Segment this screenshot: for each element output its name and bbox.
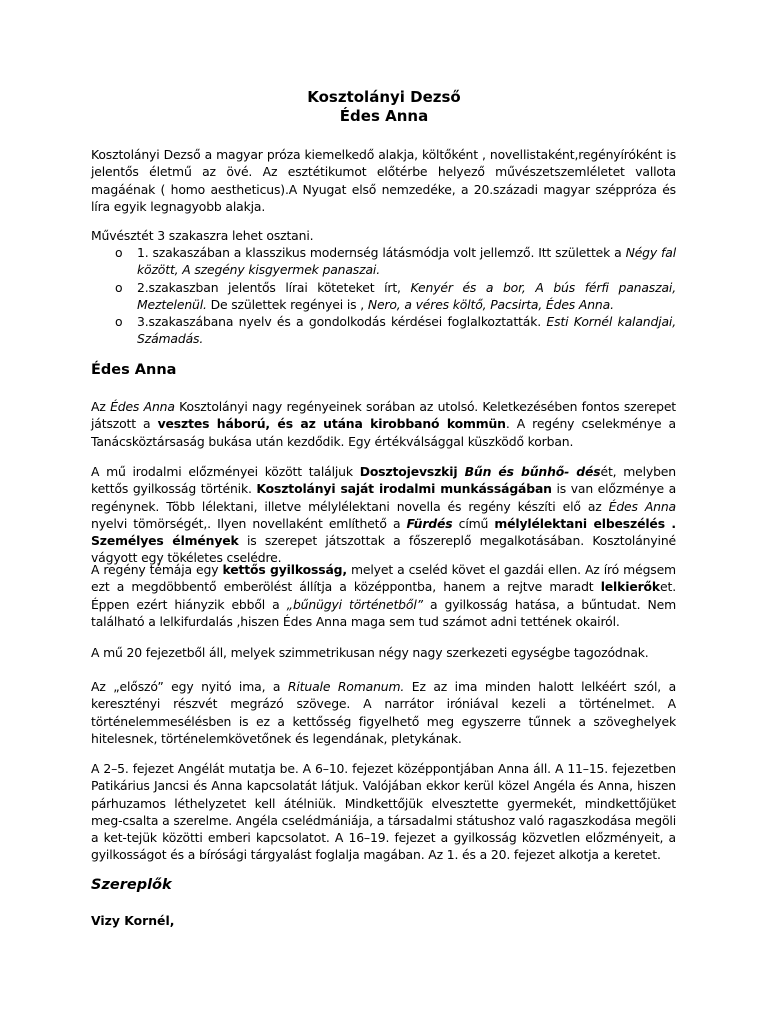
bullet-marker: o — [115, 245, 123, 260]
paragraph-antecedents: A mű irodalmi előzményei között találjuk Dosztojevszkij Bűn és bűnhő- dését, melyben kettős gyilkosság történik. Kosztolányi saját irodalmi munkásságában is van előzménye a regénynek. Több lélektani, illetve mélylélektani novella és regény készíti elő az Édes Anna nyelvi tömörségét,. Ilyen novellaként említhető a Fürdés című mélylélektani elbeszélés . Személyes élmények is szerepet játszottak a főszereplő megalkotásában. Kosztolányiné vágyott egy tökéletes cselédre. — [91, 464, 677, 566]
paragraph-structure: A mű 20 fejezetből áll, melyek szimmetrikusan négy nagy szerkezeti egységbe tagozódnak. — [91, 645, 649, 660]
list-item: o 1. szakaszában a klasszikus modernség látásmódja volt jellemző. Itt születtek a Négy fal között, A szegény kisgyermek panaszai. — [115, 245, 676, 278]
section-heading-characters: Szereplők — [91, 877, 172, 893]
list-item: o 3.szakaszábana nyelv és a gondolkodás kérdései foglalkoztatták. Esti Kornél kalandjai, Számadás. — [115, 314, 676, 347]
paragraph-theme: A regény témája egy kettős gyilkosság, melyet a cseléd követ el gazdái ellen. Az író mégsem ezt a megdöbbentő emberölést állítja a középpontba, hanem a rejtve maradt lelkierőket. Éppen ezért hiányzik ebből a „bűnügyi történetből” a gyilkosság hatása, a bűntudat. Nem található a lelkifurdalás ,hiszen Édes Anna maga sem tud számot adni tettének okairól. — [91, 562, 677, 629]
document-title-author: Kosztolányi Dezső — [307, 88, 461, 106]
document-title-work: Édes Anna — [339, 107, 429, 125]
periods-lead: Művésztét 3 szakaszra lehet osztani. — [91, 228, 314, 243]
paragraph-context: Az Édes Anna Kosztolányi nagy regényeinek sorában az utolsó. Keletkezésében fontos szerepet játszott a vesztes háború, és az utána kirobbanó kommün. A regény cselekménye a Tanácsköztársaság bukása után kezdődik. Egy értékválsággal küszködő korban. — [91, 399, 677, 449]
intro-text: Kosztolányi Dezső a magyar próza kiemelkedő alakja, költőként , novellistaként,regényíróként is jelentős életmű az övé. Az esztétikumot előtérbe helyező művészetszemléletet vallota magáénak ( homo aestheticus).A Nyugat első nemzedéke, a 20.századi magyar széppróza és líra egyik legnagyobb alakja. — [91, 147, 676, 214]
character-name: Vizy Kornél, — [91, 913, 175, 928]
section-heading-edes-anna: Édes Anna — [91, 362, 177, 378]
intro-paragraph — [91, 146, 676, 215]
bullet-marker: o — [115, 279, 123, 295]
paragraph-chapters: A 2–5. fejezet Angélát mutatja be. A 6–10. fejezet középpontjában Anna áll. A 11–15. fejezetben Patikárius Jancsi és Anna kapcsolatát látjuk. Valójában ekkor kerül közel Angéla és Anna, hiszen párhuzamos léthelyzetet kell átélniük. Mindkettőjük elvesztette gyermekét, mindkettőjüket meg-csalta a szerelme. Angéla cselédmániája, a társadalmi státushoz való ragaszkodása megöli a ket-tejük közötti emberi kapcsolatot. A 16–19. fejezet a gyilkosság közvetlen előzményeit, a gyilkosságot és a bírósági tárgyalást foglalja magában. Az 1. és a 20. fejezet alkotja a keretet. — [91, 761, 676, 863]
periods-list — [91, 244, 676, 348]
bullet-marker: o — [115, 314, 123, 330]
list-item: o 2.szakaszban jelentős lírai köteteket írt, Kenyér és a bor, A bús férfi panaszai, Meztelenül. De születtek regényei is , Nero, a véres költő, Pacsirta, Édes Anna. — [115, 279, 676, 312]
paragraph-prologue: Az „előszó” egy nyitó ima, a Rituale Romanum. Ez az ima minden halott lelkéért szól, a keresztényi részvét megrázó szövege. A narrátor iróniával kezeli a történelmet. A történelemmesélésben is ez a kettősség figyelhető meg egyszerre tűnnek a szöveghelyek hitelesnek, történelemkövetőnek és legendának, pletykának. — [91, 679, 677, 746]
